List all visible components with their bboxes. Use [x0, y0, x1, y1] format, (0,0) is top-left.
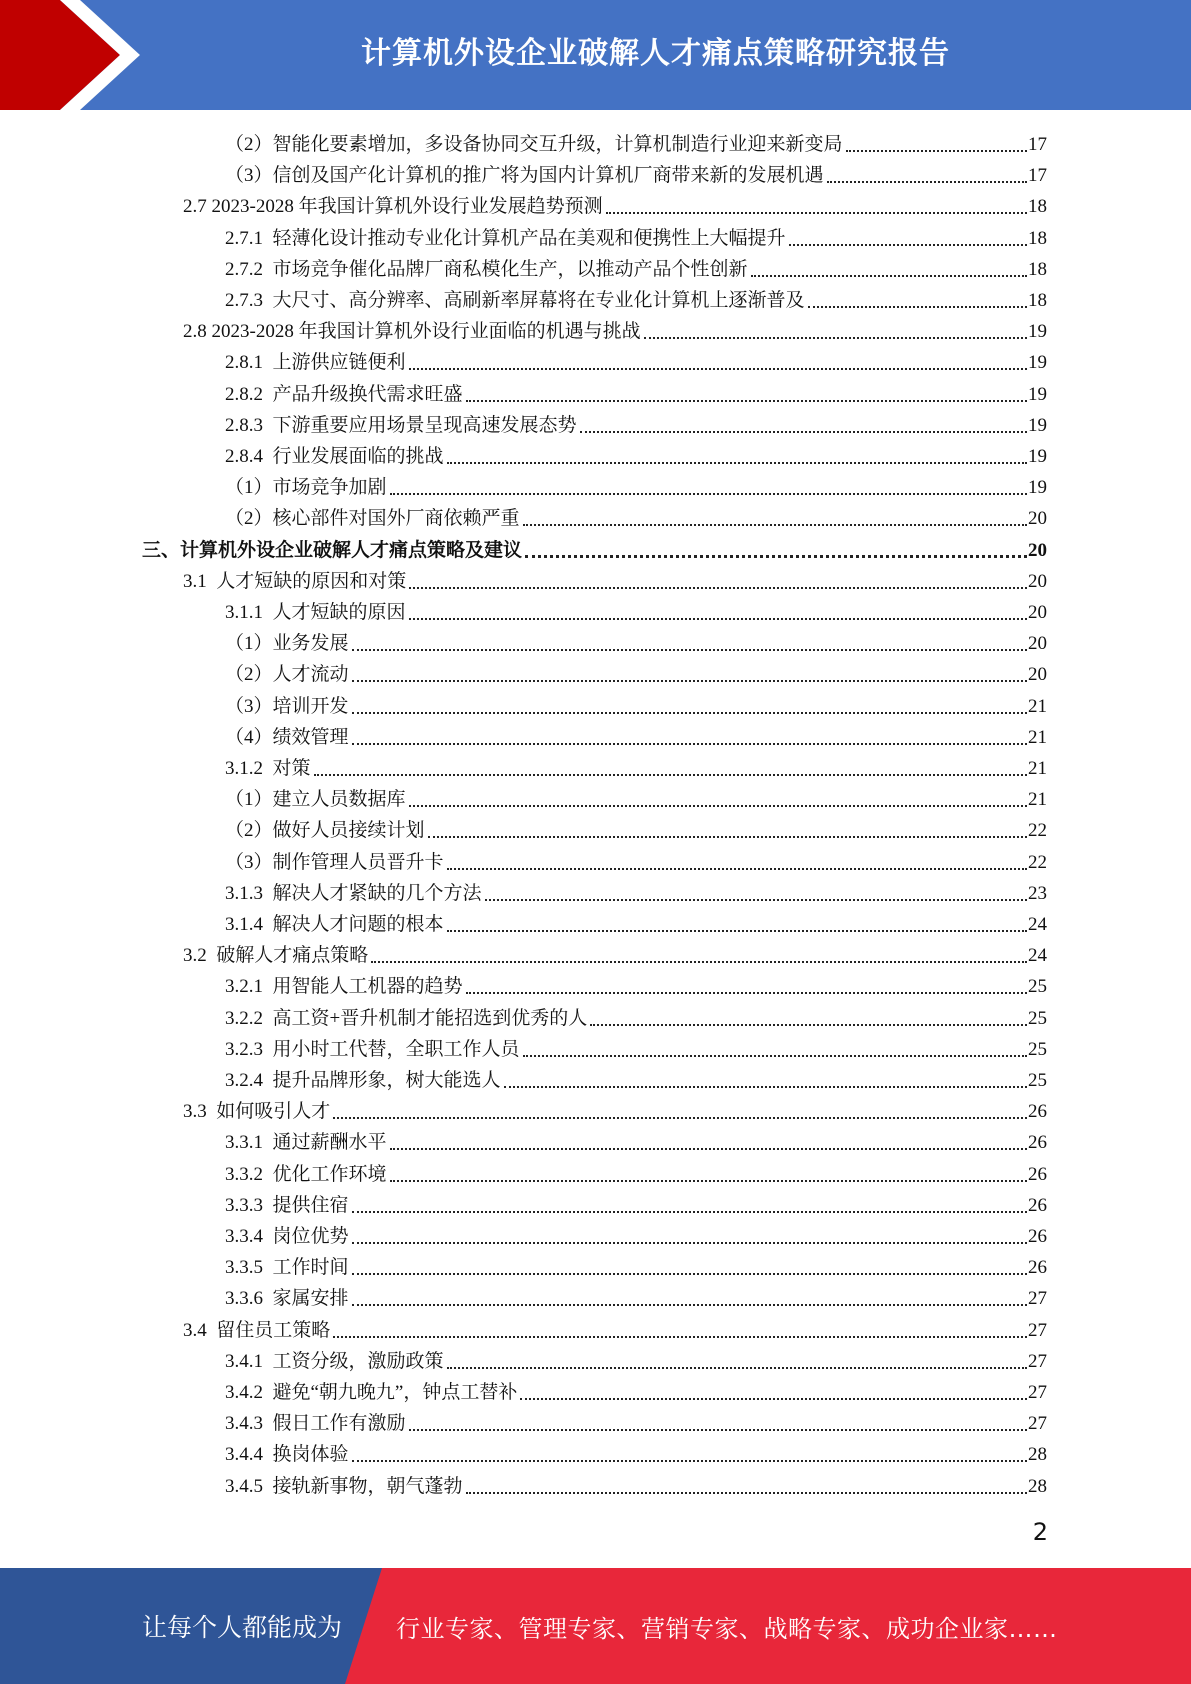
toc-entry-title: （3）信创及国产化计算机的推广将为国内计算机厂商带来新的发展机遇	[225, 165, 824, 187]
toc-entry-title: 三、计算机外设企业破解人才痛点策略及建议	[142, 539, 523, 561]
toc-entry[interactable]	[225, 157, 1047, 188]
toc-dot-leader	[504, 1086, 1027, 1088]
toc-entry[interactable]	[225, 781, 1047, 812]
toc-entry-title: （1）建立人员数据库	[225, 789, 406, 811]
toc-dot-leader	[371, 961, 1027, 963]
toc-entry-title: （2）人才流动	[225, 664, 349, 686]
toc-entry[interactable]	[225, 844, 1047, 875]
toc-dot-leader	[390, 1148, 1027, 1150]
toc-entry-page: 19	[1028, 414, 1047, 436]
toc-dot-leader	[352, 1304, 1027, 1306]
toc-entry-title: 3.3.2 优化工作环境	[225, 1163, 387, 1185]
toc-entry-page: 18	[1028, 227, 1047, 249]
toc-entry-title: 3.4.3 假日工作有激励	[225, 1413, 406, 1435]
toc-entry[interactable]	[183, 1312, 1047, 1343]
toc-entry-page: 25	[1028, 1038, 1047, 1060]
toc-dot-leader	[352, 649, 1027, 651]
toc-entry-title: （4）绩效管理	[225, 726, 349, 748]
toc-entry-title: （2）做好人员接续计划	[225, 820, 425, 842]
toc-dot-leader	[644, 337, 1027, 339]
toc-entry[interactable]	[183, 937, 1047, 968]
toc-entry-title: 2.8.1 上游供应链便利	[225, 352, 406, 374]
toc-dot-leader	[808, 306, 1027, 308]
toc-entry-title: 3.4.4 换岗体验	[225, 1444, 349, 1466]
toc-dot-leader	[409, 368, 1027, 370]
toc-entry-page: 26	[1028, 1101, 1047, 1123]
toc-dot-leader	[352, 1460, 1027, 1462]
toc-entry[interactable]	[225, 1031, 1047, 1062]
toc-dot-leader	[390, 493, 1027, 495]
toc-entry-title: 3.4.1 工资分级，激励政策	[225, 1350, 444, 1372]
toc-entry-title: 3.2.3 用小时工代替，全职工作人员	[225, 1038, 520, 1060]
toc-entry[interactable]	[225, 376, 1047, 407]
toc-entry[interactable]	[225, 719, 1047, 750]
page-title: 计算机外设企业破解人才痛点策略研究报告	[361, 36, 950, 71]
toc-dot-leader	[447, 930, 1027, 932]
toc-entry[interactable]	[225, 1405, 1047, 1436]
toc-entry[interactable]	[225, 1374, 1047, 1405]
toc-entry[interactable]	[225, 126, 1047, 157]
toc-dot-leader	[428, 836, 1027, 838]
toc-dot-leader	[409, 805, 1027, 807]
toc-entry[interactable]	[225, 625, 1047, 656]
toc-entry[interactable]	[225, 500, 1047, 531]
toc-entry[interactable]	[183, 1093, 1047, 1124]
toc-entry-page: 22	[1028, 820, 1047, 842]
toc-entry[interactable]	[225, 1124, 1047, 1155]
toc-entry-title: 2.7.2 市场竞争催化品牌厂商私模化生产，以推动产品个性创新	[225, 258, 748, 280]
toc-entry[interactable]	[225, 1280, 1047, 1311]
toc-dot-leader	[447, 868, 1027, 870]
toc-entry-page: 19	[1028, 383, 1047, 405]
footer-slogan-right: 行业专家、管理专家、营销专家、战略专家、成功企业家……	[396, 1614, 1058, 1643]
toc-entry[interactable]	[183, 313, 1047, 344]
toc-dot-leader	[466, 992, 1027, 994]
toc-entry-page: 26	[1028, 1163, 1047, 1185]
toc-entry[interactable]	[225, 812, 1047, 843]
toc-dot-leader	[751, 275, 1027, 277]
toc-entry-title: 3.4 留住员工策略	[183, 1319, 331, 1341]
header-chevron-decoration	[0, 0, 160, 110]
toc-entry-page: 26	[1028, 1132, 1047, 1154]
toc-entry-page: 21	[1028, 789, 1047, 811]
toc-entry-page: 26	[1028, 1226, 1047, 1247]
toc-dot-leader	[523, 1055, 1027, 1057]
toc-dot-leader	[827, 181, 1027, 183]
footer-slogan-left: 让每个人都能成为	[142, 1613, 343, 1642]
toc-entry[interactable]	[225, 251, 1047, 282]
toc-entry[interactable]	[183, 188, 1047, 219]
toc-entry[interactable]	[225, 1436, 1047, 1467]
toc-entry-title: 2.8 2023-2028 年我国计算机外设行业面临的机遇与挑战	[183, 321, 641, 343]
toc-entry[interactable]	[225, 968, 1047, 999]
toc-dot-leader	[352, 1211, 1027, 1213]
toc-entry[interactable]	[225, 656, 1047, 687]
toc-dot-leader	[590, 1024, 1027, 1026]
toc-dot-leader	[466, 400, 1027, 402]
toc-entry-page: 27	[1028, 1382, 1047, 1403]
toc-entry-title: 3.3.6 家属安排	[225, 1288, 349, 1310]
toc-entry-page: 19	[1028, 321, 1047, 343]
toc-entry-page: 19	[1028, 446, 1047, 467]
toc-entry[interactable]	[225, 594, 1047, 625]
toc-entry-title: 3.2 破解人才痛点策略	[183, 945, 369, 967]
toc-dot-leader	[523, 524, 1027, 526]
toc-dot-leader	[580, 431, 1027, 433]
toc-entry-title: 3.3.5 工作时间	[225, 1257, 349, 1279]
toc-entry[interactable]	[225, 1062, 1047, 1093]
toc-entry-title: 2.8.3 下游重要应用场景呈现高速发展态势	[225, 414, 577, 436]
toc-entry-page: 19	[1028, 477, 1047, 499]
toc-entry[interactable]	[225, 1156, 1047, 1187]
toc-entry-title: 2.8.2 产品升级换代需求旺盛	[225, 383, 463, 405]
toc-entry-page: 25	[1028, 1070, 1047, 1091]
toc-dot-leader	[466, 1492, 1027, 1494]
toc-entry-title: （2）核心部件对国外厂商依赖严重	[225, 508, 520, 530]
toc-entry-page: 24	[1028, 914, 1047, 935]
toc-entry-page: 28	[1028, 1475, 1047, 1497]
toc-entry[interactable]	[225, 688, 1047, 719]
toc-dot-leader	[520, 1398, 1027, 1400]
toc-dot-leader	[352, 680, 1027, 682]
toc-entry-page: 27	[1028, 1350, 1047, 1372]
toc-entry-page: 20	[1028, 602, 1047, 623]
toc-entry[interactable]	[225, 438, 1047, 469]
toc-entry[interactable]	[225, 1000, 1047, 1031]
toc-entry-page: 26	[1028, 1257, 1047, 1279]
toc-entry[interactable]	[183, 563, 1047, 594]
toc-entry-title: 3.3.3 提供住宿	[225, 1194, 349, 1216]
toc-entry[interactable]	[142, 532, 1047, 563]
toc-dot-leader	[846, 150, 1027, 152]
toc-entry-page: 20	[1028, 664, 1047, 686]
toc-dot-leader	[606, 212, 1027, 214]
toc-entry-page: 20	[1028, 508, 1047, 530]
toc-entry-title: 3.3.4 岗位优势	[225, 1226, 349, 1247]
toc-entry-page: 27	[1028, 1288, 1047, 1310]
toc-entry-title: 3.2.4 提升品牌形象，树大能选人	[225, 1070, 501, 1091]
toc-entry-page: 24	[1028, 945, 1047, 967]
toc-entry[interactable]	[225, 469, 1047, 500]
toc-entry-page: 22	[1028, 851, 1047, 873]
toc-entry-page: 17	[1028, 165, 1047, 187]
toc-entry-page: 18	[1028, 290, 1047, 311]
toc-dot-leader	[352, 1273, 1027, 1275]
toc-entry-page: 19	[1028, 352, 1047, 374]
toc-entry-page: 18	[1028, 258, 1047, 280]
toc-entry[interactable]	[225, 344, 1047, 375]
toc-entry-page: 21	[1028, 758, 1047, 779]
toc-entry[interactable]	[225, 875, 1047, 906]
toc-entry[interactable]	[225, 1218, 1047, 1249]
toc-entry-page: 17	[1028, 134, 1047, 155]
toc-entry[interactable]	[225, 906, 1047, 937]
toc-entry-title: 3.2.2 高工资+晋升机制才能招选到优秀的人	[225, 1007, 588, 1029]
toc-entry[interactable]	[225, 407, 1047, 438]
toc-entry-title: 3.3.1 通过薪酬水平	[225, 1132, 387, 1154]
toc-dot-leader	[447, 1367, 1027, 1369]
page-number: 2	[1032, 1518, 1048, 1546]
toc-entry-page: 21	[1028, 695, 1047, 717]
toc-entry-page: 20	[1028, 633, 1047, 655]
toc-dot-leader	[390, 1180, 1027, 1182]
toc-entry-page: 23	[1028, 882, 1047, 904]
toc-entry-page: 20	[1028, 570, 1047, 592]
toc-entry-title: 2.7 2023-2028 年我国计算机外设行业发展趋势预测	[183, 196, 603, 218]
toc-entry-page: 28	[1028, 1444, 1047, 1466]
toc-entry-title: （1）业务发展	[225, 633, 349, 655]
toc-entry-page: 21	[1028, 726, 1047, 748]
toc-entry[interactable]	[225, 750, 1047, 781]
toc-entry[interactable]	[225, 1187, 1047, 1218]
toc-entry-title: 3.1.4 解决人才问题的根本	[225, 914, 444, 935]
toc-dot-leader	[314, 774, 1027, 776]
toc-entry-title: （1）市场竞争加剧	[225, 477, 387, 499]
toc-dot-leader	[409, 587, 1027, 589]
toc-entry-page: 25	[1028, 976, 1047, 998]
toc-entry-title: 3.1.1 人才短缺的原因	[225, 602, 406, 623]
toc-dot-leader	[352, 1242, 1027, 1244]
toc-entry-title: 2.7.3 大尺寸、高分辨率、高刷新率屏幕将在专业化计算机上逐渐普及	[225, 290, 805, 311]
toc-entry-title: 3.4.2 避免“朝九晚九”，钟点工替补	[225, 1382, 518, 1403]
toc-entry-title: 3.4.5 接轨新事物，朝气蓬勃	[225, 1475, 463, 1497]
toc-dot-leader	[409, 1429, 1027, 1431]
toc-entry[interactable]	[225, 1468, 1047, 1499]
toc-entry-title: （2）智能化要素增加，多设备协同交互升级，计算机制造行业迎来新变局	[225, 134, 843, 155]
page-header	[0, 0, 1191, 110]
toc-entry-title: （3）培训开发	[225, 695, 349, 717]
toc-dot-leader	[485, 899, 1027, 901]
toc-entry-title: 3.2.1 用智能人工机器的趋势	[225, 976, 463, 998]
toc-dot-leader	[352, 712, 1027, 714]
toc-entry-page: 26	[1028, 1194, 1047, 1216]
toc-entry-page: 25	[1028, 1007, 1047, 1029]
toc-entry-title: 3.1.3 解决人才紧缺的几个方法	[225, 882, 482, 904]
toc-dot-leader	[447, 462, 1027, 464]
toc-entry-title: 3.1 人才短缺的原因和对策	[183, 570, 407, 592]
toc-entry-page: 20	[1028, 539, 1047, 561]
toc-entry[interactable]	[225, 1343, 1047, 1374]
toc-dot-leader	[333, 1117, 1027, 1119]
toc-dot-leader	[409, 618, 1027, 620]
toc-entry-page: 27	[1028, 1319, 1047, 1341]
toc-entry-page: 27	[1028, 1413, 1047, 1435]
toc-entry-title: 3.1.2 对策	[225, 758, 311, 779]
toc-dot-leader	[789, 244, 1027, 246]
toc-entry-title: （3）制作管理人员晋升卡	[225, 851, 444, 873]
toc-dot-leader	[525, 555, 1027, 558]
toc-dot-leader	[352, 743, 1027, 745]
toc-entry[interactable]	[225, 282, 1047, 313]
toc-entry[interactable]	[225, 220, 1047, 251]
toc-entry-title: 2.8.4 行业发展面临的挑战	[225, 446, 444, 467]
toc-entry[interactable]	[225, 1249, 1047, 1280]
toc-dot-leader	[333, 1336, 1027, 1338]
toc-entry-page: 18	[1028, 196, 1047, 218]
toc-entry-title: 2.7.1 轻薄化设计推动专业化计算机产品在美观和便携性上大幅提升	[225, 227, 786, 249]
toc-entry-title: 3.3 如何吸引人才	[183, 1101, 331, 1123]
page-footer	[0, 1568, 1191, 1684]
